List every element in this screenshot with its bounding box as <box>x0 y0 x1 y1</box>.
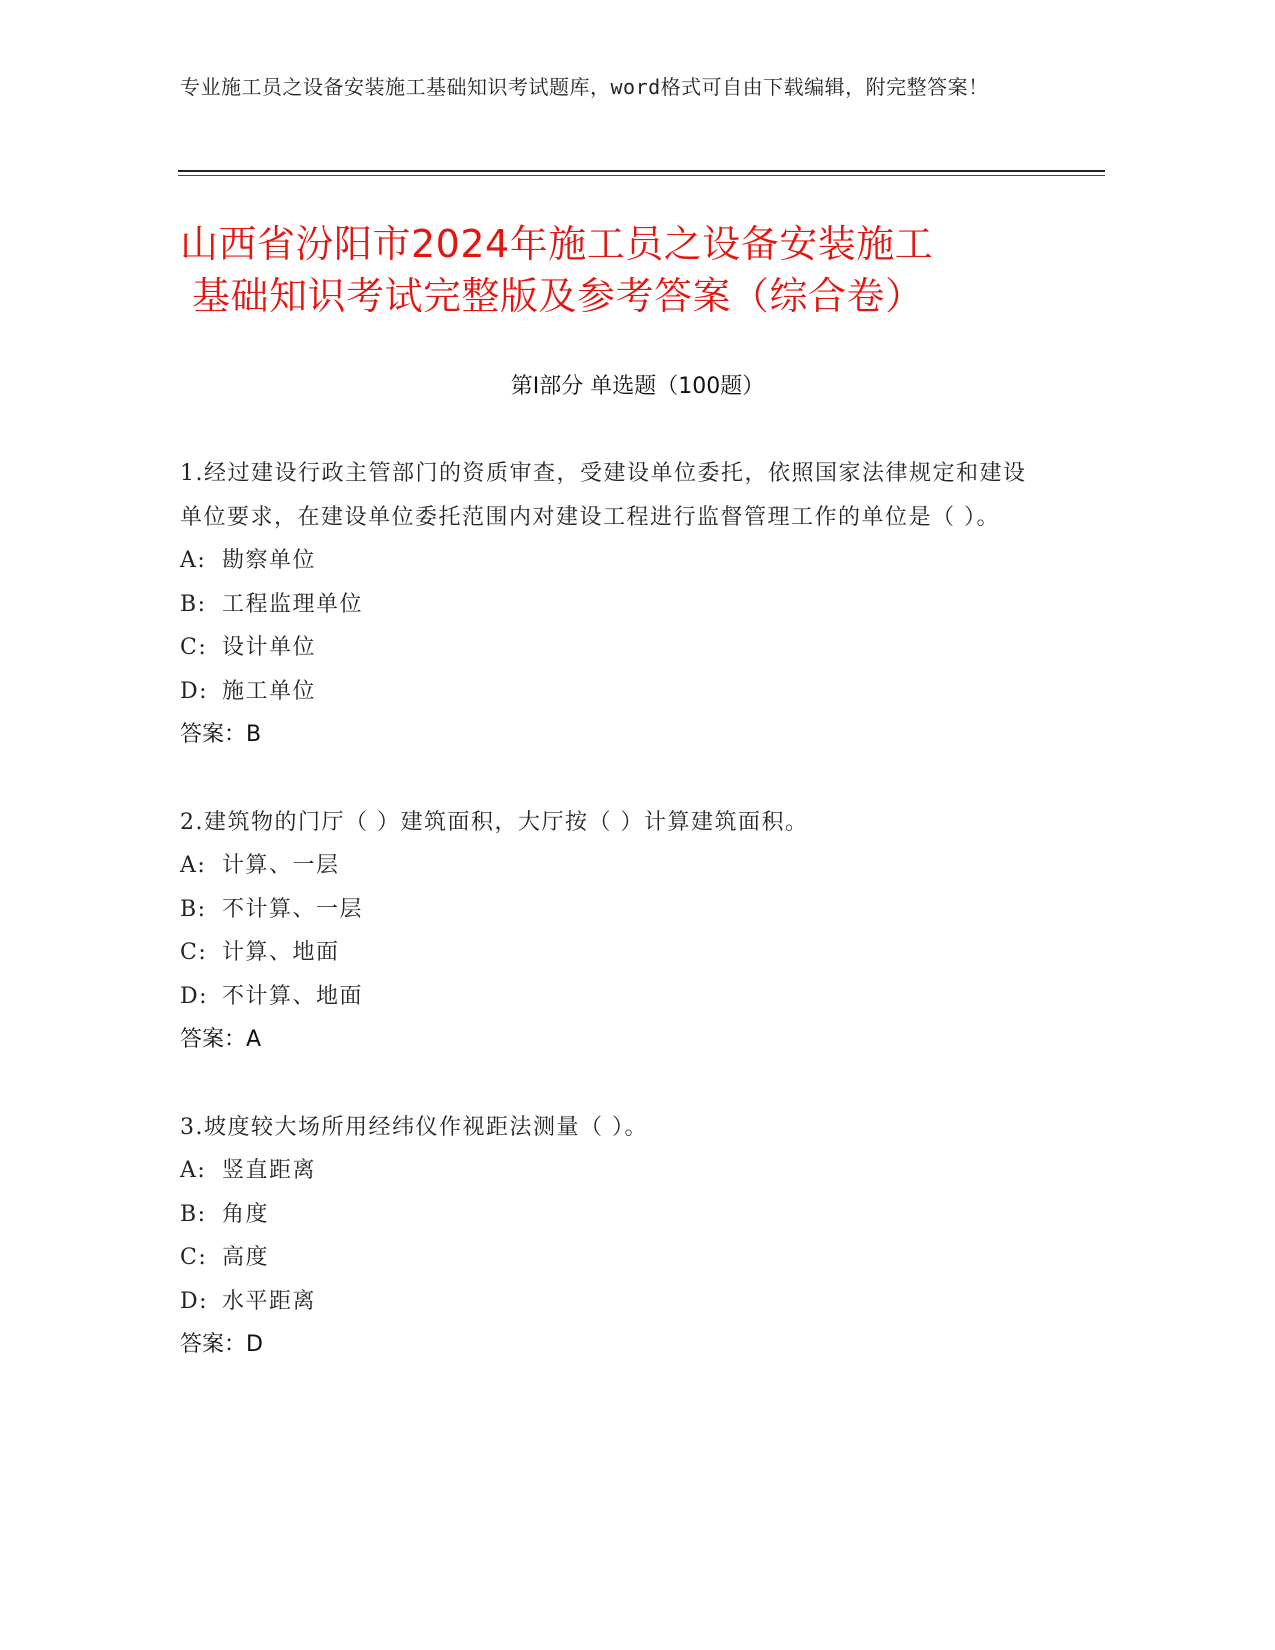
question-3 <box>180 1106 1030 1367</box>
question-stem: 2.建筑物的门厅（ ）建筑面积，大厅按（ ）计算建筑面积。 <box>180 809 809 835</box>
option-c <box>180 1236 1030 1280</box>
question-stem: 1.经过建设行政主管部门的资质审查，受建设单位委托，依照国家法律规定和建设单位要求，在建设单位委托范围内对建设工程进行监督管理工作的单位是（ ）。 <box>180 461 1027 530</box>
document-title <box>180 218 1080 322</box>
option-text: 不计算、地面 <box>222 983 364 1009</box>
option-text: 高度 <box>222 1245 270 1270</box>
option-b <box>180 888 1030 932</box>
option-text: 竖直距离 <box>222 1158 317 1183</box>
question-stem: 3.坡度较大场所用经纬仪作视距法测量（ ）。 <box>180 1114 648 1140</box>
option-b <box>180 1193 1030 1237</box>
option-text: 不计算、一层 <box>222 896 364 922</box>
answer-line: 答案：B <box>180 722 262 747</box>
section-title: 第Ⅰ部分 单选题（100题） <box>510 374 765 399</box>
option-d <box>180 1280 1030 1324</box>
option-text: 工程监理单位 <box>222 591 364 617</box>
option-letter: D: <box>180 983 209 1009</box>
option-letter: D: <box>180 1288 209 1314</box>
option-letter: A: <box>180 853 207 878</box>
question-list <box>180 452 1030 1411</box>
option-text: 勘察单位 <box>222 548 317 573</box>
option-text: 设计单位 <box>222 635 317 660</box>
document-title-line-2: 基础知识考试完整版及参考答案（综合卷） <box>192 274 924 318</box>
answer-line: 答案：A <box>180 1027 262 1052</box>
option-b <box>180 583 1030 627</box>
answer-line: 答案：D <box>180 1332 263 1357</box>
option-c <box>180 931 1030 975</box>
option-d <box>180 670 1030 714</box>
question-1 <box>180 452 1030 757</box>
header-divider-thin <box>178 175 1105 176</box>
option-a <box>180 844 1030 888</box>
option-a <box>180 1149 1030 1193</box>
option-text: 水平距离 <box>222 1288 317 1314</box>
option-text: 角度 <box>222 1201 270 1227</box>
option-a <box>180 539 1030 583</box>
option-letter: C: <box>180 940 208 965</box>
option-c <box>180 626 1030 670</box>
option-letter: D: <box>180 678 209 704</box>
option-text: 计算、地面 <box>222 940 340 965</box>
option-letter: A: <box>180 548 207 573</box>
option-text: 施工单位 <box>222 678 317 704</box>
option-letter: B: <box>180 1201 207 1227</box>
option-letter: B: <box>180 896 207 922</box>
question-2 <box>180 801 1030 1062</box>
option-d <box>180 975 1030 1019</box>
option-text: 计算、一层 <box>222 853 340 878</box>
option-letter: C: <box>180 635 208 660</box>
option-letter: A: <box>180 1158 207 1183</box>
header-divider-thick <box>178 170 1105 172</box>
document-title-line-1: 山西省汾阳市2024年施工员之设备安装施工 <box>180 222 934 266</box>
option-letter: B: <box>180 591 207 617</box>
option-letter: C: <box>180 1245 208 1270</box>
header-note: 专业施工员之设备安装施工基础知识考试题库，word格式可自由下载编辑，附完整答案！ <box>180 75 989 99</box>
